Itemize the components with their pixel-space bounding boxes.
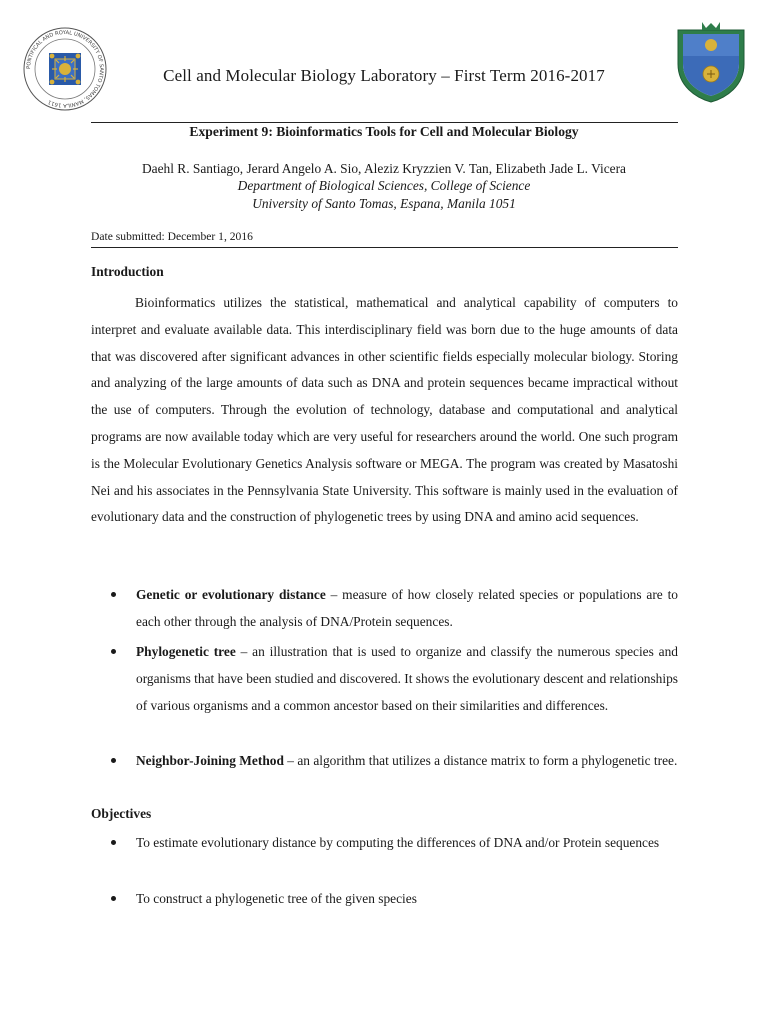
definition-term: Genetic or evolutionary distance xyxy=(136,587,326,602)
definition-item xyxy=(136,747,678,774)
affiliation-university: University of Santo Tomas, Espana, Manila 1051 xyxy=(252,196,516,211)
definition-text: – an illustration that is used to organize and classify the numerous species and organisms that have been studied and discovered. It shows the evolutionary descent and relationships of various organisms and a common ancestor based on their similarities and differences. xyxy=(136,644,678,713)
definition-item xyxy=(136,581,678,635)
definition-term: Neighbor-Joining Method xyxy=(136,753,284,768)
date-submitted: Date submitted: December 1, 2016 xyxy=(91,230,253,243)
introduction-heading: Introduction xyxy=(91,264,164,279)
definition-item xyxy=(136,638,678,719)
objective-item: To estimate evolutionary distance by computing the differences of DNA and/or Protein sequences xyxy=(136,829,678,856)
affiliation-department: Department of Biological Sciences, College of Science xyxy=(237,178,531,193)
objectives-heading: Objectives xyxy=(91,806,152,821)
title-block-divider xyxy=(91,247,678,248)
objective-item: To construct a phylogenetic tree of the given species xyxy=(136,885,678,912)
definition-text: – measure of how closely related species or populations are to each other through the analysis of DNA/Protein sequences. xyxy=(136,587,678,629)
introduction-paragraph: Bioinformatics utilizes the statistical, mathematical and analytical capability of computers to interpret and evaluate available data. This interdisciplinary field was born due to the huge amounts of data that was discovered after significant advances in other scientific fields especially molecular biology. Storing and analyzing of the large amounts of data such as DNA and protein sequences became impractical without the use of computers. Through the evolution of technology, database and computational and analytical programs are now available today which are very useful for researchers around the world. One such program is the Molecular Evolutionary Genetics Analysis software or MEGA. The program was created by Masatoshi Nei and his associates in the Pennsylvania State University. This software is mainly used in the evaluation of evolutionary data and the construction of phylogenetic trees by using DNA and amino acid sequences. xyxy=(91,295,678,525)
header-divider xyxy=(91,122,678,123)
header-title: Cell and Molecular Biology Laboratory – First Term 2016-2017 xyxy=(163,66,605,85)
author-list: Daehl R. Santiago, Jerard Angelo A. Sio, Aleziz Kryzzien V. Tan, Elizabeth Jade L. Vicera xyxy=(141,161,627,176)
definition-text: – an algorithm that utilizes a distance matrix to form a phylogenetic tree. xyxy=(283,753,678,768)
svg-text:PONTIFICAL AND ROYAL UNIVERSIT: PONTIFICAL AND ROYAL UNIVERSITY OF SANTO TOMAS, MANILA 1611 xyxy=(25,29,105,109)
college-shield-logo xyxy=(672,20,750,104)
experiment-title: Experiment 9: Bioinformatics Tools for Cell and Molecular Biology xyxy=(189,124,579,139)
definition-term: Phylogenetic tree xyxy=(136,644,236,659)
